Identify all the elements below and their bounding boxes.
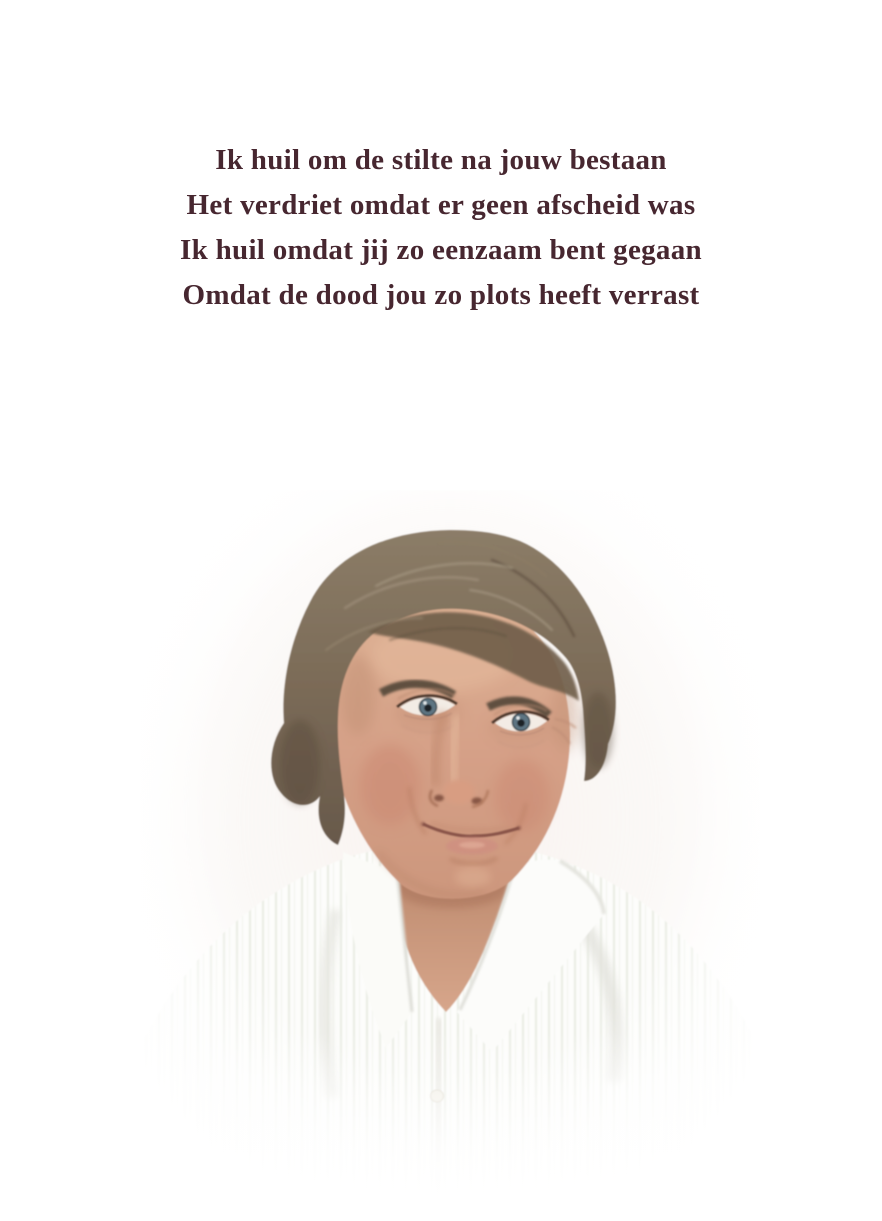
poem-line-3: Ik huil omdat jij zo eenzaam bent gegaan xyxy=(180,234,702,266)
photo-bottom-fade xyxy=(140,1030,760,1221)
portrait-photo xyxy=(140,490,760,1221)
poem-line-4: Omdat de dood jou zo plots heeft verrast xyxy=(182,279,700,311)
poem-line-2: Het verdriet omdat er geen afscheid was xyxy=(186,189,696,221)
poem xyxy=(0,138,882,318)
poem-line-1: Ik huil om de stilte na jouw bestaan xyxy=(215,144,667,176)
